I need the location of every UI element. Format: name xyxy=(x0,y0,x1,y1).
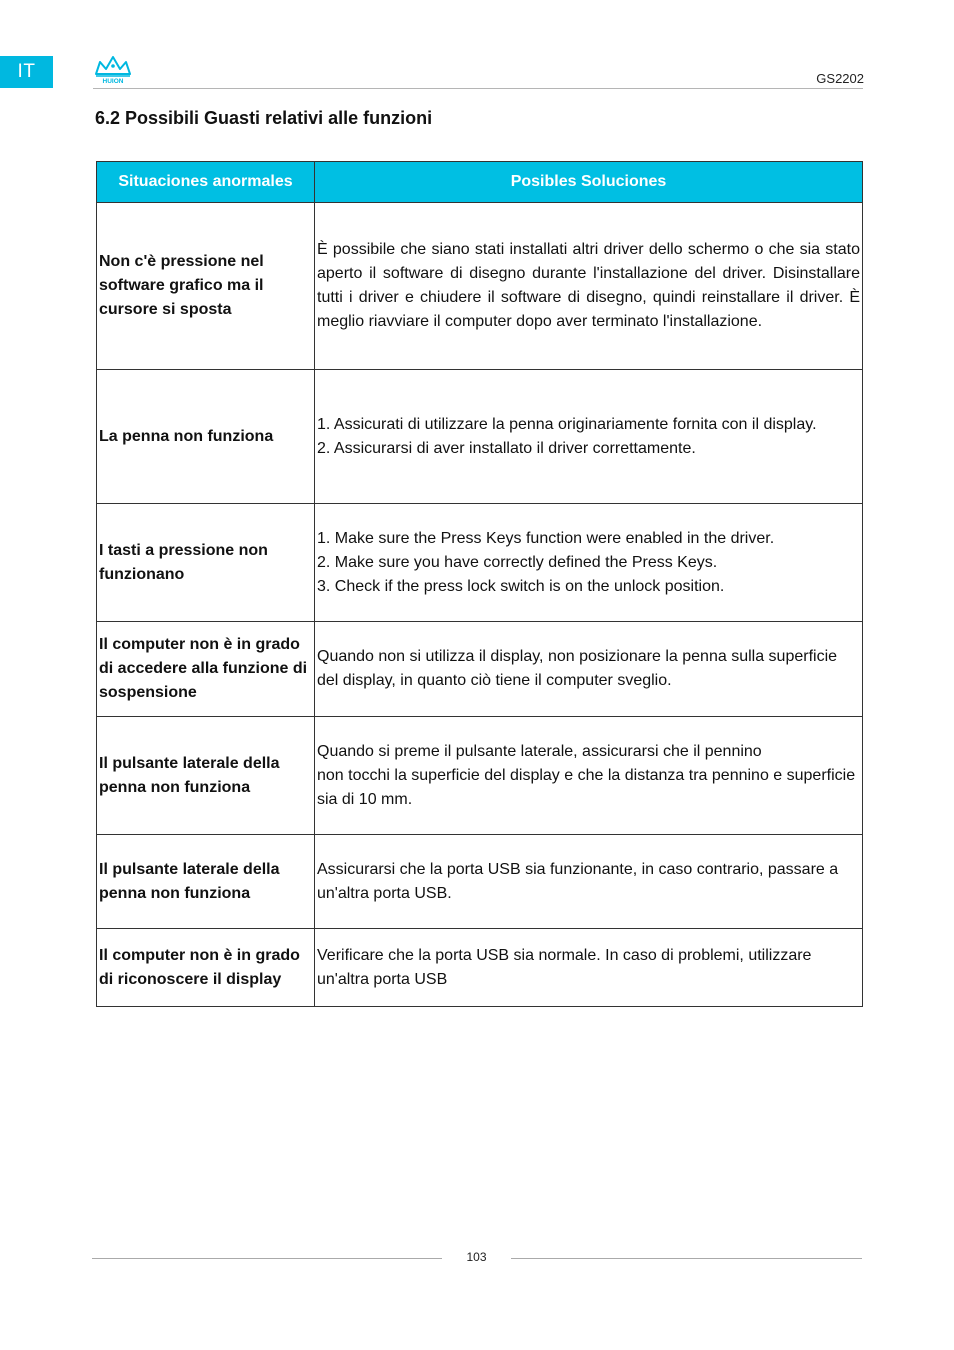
table-row xyxy=(97,835,863,929)
model-name: GS2202 xyxy=(816,71,864,86)
solution-cell xyxy=(315,717,863,835)
solution-cell: È possibile che siano stati installati altri driver dello schermo o che sia stato aperto il software di disegno durante l'installazione del driver. Disinstallare tutti i driver e chiudere il software di disegno, quindi reinstallare il driver. È meglio riavviare il computer dopo aver terminato l'installazione. xyxy=(315,203,863,370)
table-row xyxy=(97,370,863,504)
column-header-situations: Situaciones anormales xyxy=(97,162,315,203)
solution-line: 1. Assicurati di utilizzare la penna originariamente fornita con il display. xyxy=(317,415,817,433)
table-header-row xyxy=(97,162,863,203)
problem-cell: Non c'è pressione nel software grafico ma il cursore si sposta xyxy=(97,203,315,370)
header-divider xyxy=(93,88,863,89)
solution-line: Quando si preme il pulsante laterale, assicurarsi che il pennino xyxy=(317,742,762,760)
column-header-solutions: Posibles Soluciones xyxy=(315,162,863,203)
solution-line: 2. Make sure you have correctly defined the Press Keys. xyxy=(317,553,718,571)
table-row xyxy=(97,929,863,1007)
troubleshooting-table xyxy=(96,161,863,1007)
solution-cell: Verificare che la porta USB sia normale. In caso di problemi, utilizzare un'altra porta USB xyxy=(315,929,863,1007)
solution-line: 1. Make sure the Press Keys function were enabled in the driver. xyxy=(317,529,775,547)
problem-cell: La penna non funziona xyxy=(97,370,315,504)
solution-cell: Assicurarsi che la porta USB sia funzionante, in caso contrario, passare a un'altra porta USB. xyxy=(315,835,863,929)
problem-cell: Il computer non è in grado di riconoscere il display xyxy=(97,929,315,1007)
problem-cell: Il pulsante laterale della penna non funziona xyxy=(97,835,315,929)
problem-cell: I tasti a pressione non funzionano xyxy=(97,504,315,622)
table-row xyxy=(97,504,863,622)
huion-logo-icon xyxy=(93,54,133,86)
footer-divider-right xyxy=(511,1258,862,1259)
page-number: 103 xyxy=(466,1250,487,1264)
section-title: 6.2 Possibili Guasti relativi alle funzioni xyxy=(95,108,433,128)
solution-cell xyxy=(315,370,863,504)
solution-cell xyxy=(315,504,863,622)
logo-text: HUION xyxy=(102,78,124,85)
language-tab: IT xyxy=(0,56,53,88)
solution-line: 2. Assicurarsi di aver installato il driver correttamente. xyxy=(317,439,696,457)
table-row xyxy=(97,717,863,835)
footer-divider-left xyxy=(92,1258,442,1259)
table-row xyxy=(97,203,863,370)
solution-line: 3. Check if the press lock switch is on the unlock position. xyxy=(317,577,725,595)
solution-cell: Quando non si utilizza il display, non posizionare la penna sulla superficie del display, in quanto ciò tiene il computer sveglio. xyxy=(315,622,863,717)
problem-cell: Il pulsante laterale della penna non funziona xyxy=(97,717,315,835)
solution-line: non tocchi la superficie del display e che la distanza tra pennino e superficie sia di 10 mm. xyxy=(317,766,856,808)
problem-cell: Il computer non è in grado di accedere alla funzione di sospensione xyxy=(97,622,315,717)
table-row xyxy=(97,622,863,717)
